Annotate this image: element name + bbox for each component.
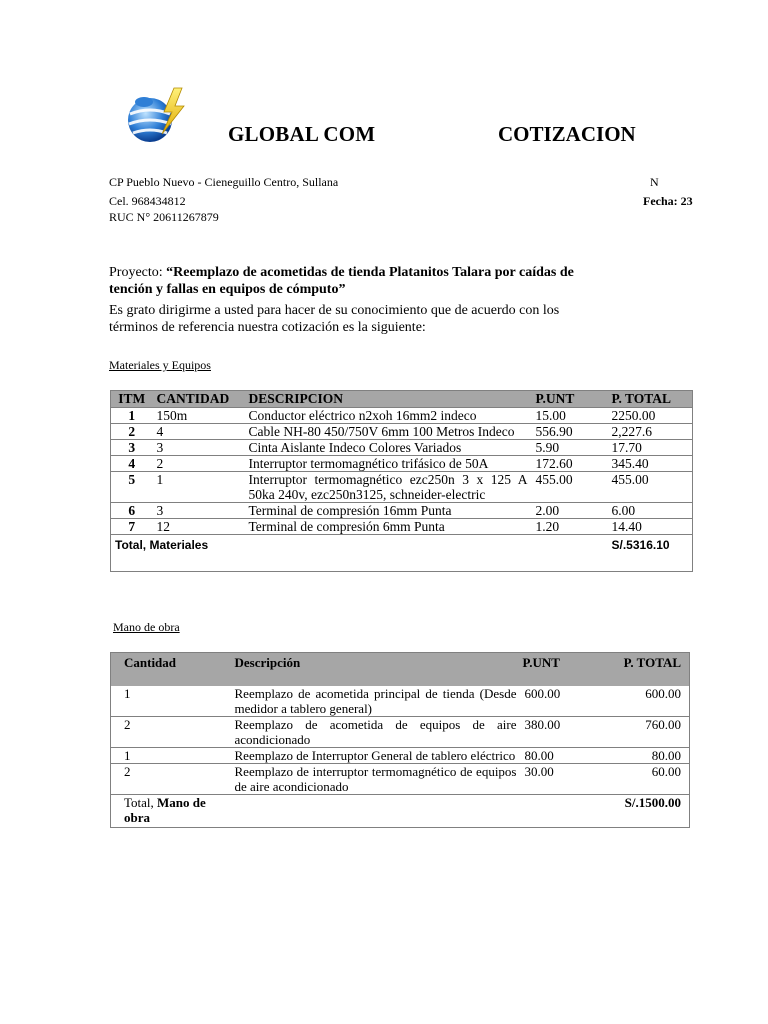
table-row (111, 503, 693, 519)
row-qty: 1 (153, 472, 245, 503)
row-itm: 4 (111, 456, 153, 472)
row-total: 60.00 (599, 764, 690, 795)
row-desc: Cinta Aislante Indeco Colores Variados (245, 440, 532, 456)
row-desc: Reemplazo de acometida de equipos de aire acondicionado (222, 717, 523, 748)
table-row (111, 717, 690, 748)
row-qty: 2 (153, 456, 245, 472)
row-qty: 12 (153, 519, 245, 535)
table-row (111, 519, 693, 535)
empty-cell (222, 795, 523, 828)
row-unit: 5.90 (532, 440, 608, 456)
row-total: 17.70 (608, 440, 693, 456)
row-unit: 30.00 (523, 764, 599, 795)
row-unit: 15.00 (532, 408, 608, 424)
labor-total-row (111, 795, 690, 828)
row-unit: 600.00 (523, 686, 599, 717)
document-type: COTIZACION (498, 122, 636, 146)
labor-total-value: S/.1500.00 (624, 795, 681, 810)
row-itm: 1 (111, 408, 153, 424)
materials-section-title: Materiales y Equipos (109, 358, 211, 372)
row-unit: 1.20 (532, 519, 608, 535)
row-qty: 150m (153, 408, 245, 424)
header-ptotal: P. TOTAL (599, 653, 690, 687)
table-row (111, 472, 693, 503)
row-desc: Reemplazo de Interruptor General de tablero eléctrico (222, 748, 523, 764)
row-total: 455.00 (608, 472, 693, 503)
labor-table (110, 652, 690, 828)
row-itm: 6 (111, 503, 153, 519)
row-unit: 172.60 (532, 456, 608, 472)
row-itm: 5 (111, 472, 153, 503)
row-qty: 2 (111, 717, 222, 748)
quote-number-label: N (650, 175, 659, 189)
header-ptotal: P. TOTAL (608, 391, 693, 408)
row-qty: 3 (153, 440, 245, 456)
row-total: 14.40 (608, 519, 693, 535)
materials-total-value: S/.5316.10 (611, 538, 670, 552)
company-logo (124, 84, 190, 150)
row-qty: 4 (153, 424, 245, 440)
row-desc: Terminal de compresión 6mm Punta (245, 519, 532, 535)
intro-text: Es grato dirigirme a usted para hacer de su conocimiento que de acuerdo con los términos de referencia nuestra cotización es la siguiente: (109, 303, 560, 335)
company-ruc: RUC N° 20611267879 (109, 210, 219, 224)
row-desc: Cable NH-80 450/750V 6mm 100 Metros Indeco (245, 424, 532, 440)
materials-total-label: Total, Materiales (115, 538, 209, 552)
row-desc: Interruptor termomagnético ezc250n 3 x 125 A 50ka 240v, ezc250n3125, schneider-electric (245, 472, 532, 503)
row-unit: 380.00 (523, 717, 599, 748)
row-itm: 7 (111, 519, 153, 535)
header-punt: P.UNT (523, 653, 599, 687)
row-qty: 3 (153, 503, 245, 519)
row-total: 80.00 (599, 748, 690, 764)
row-desc: Reemplazo de interruptor termomagnético de equipos de aire acondicionado (222, 764, 523, 795)
row-total: 345.40 (608, 456, 693, 472)
labor-section-title: Mano de obra (113, 620, 180, 634)
row-qty: 1 (111, 686, 222, 717)
row-total: 760.00 (599, 717, 690, 748)
labor-total-prefix: Total, (124, 795, 158, 810)
header-punt: P.UNT (532, 391, 608, 408)
table-row (111, 686, 690, 717)
table-row (111, 456, 693, 472)
row-total: 600.00 (599, 686, 690, 717)
materials-total-row (111, 535, 693, 572)
materials-table (110, 390, 693, 572)
quote-date: Fecha: 23 (643, 194, 693, 208)
row-desc: Conductor eléctrico n2xoh 16mm2 indeco (245, 408, 532, 424)
project-line (109, 264, 589, 298)
header-cantidad: Cantidad (111, 653, 222, 687)
row-desc: Reemplazo de acometida principal de tienda (Desde medidor a tablero general) (222, 686, 523, 717)
labor-total-bold: Mano de obra (124, 795, 206, 825)
table-row (111, 748, 690, 764)
row-unit: 2.00 (532, 503, 608, 519)
row-desc: Terminal de compresión 16mm Punta (245, 503, 532, 519)
row-qty: 2 (111, 764, 222, 795)
company-phone: Cel. 968434812 (109, 194, 186, 208)
labor-header-row (111, 653, 690, 687)
row-unit: 80.00 (523, 748, 599, 764)
row-desc: Interruptor termomagnético trifásico de 50A (245, 456, 532, 472)
company-name: GLOBAL COM (228, 122, 376, 146)
table-row (111, 424, 693, 440)
project-title: “Reemplazo de acometidas de tienda Platanitos Talara por caídas de tención y fallas en equipos de cómputo” (109, 265, 574, 297)
header-cantidad: CANTIDAD (153, 391, 245, 408)
row-total: 2250.00 (608, 408, 693, 424)
labor-total-label (111, 795, 222, 828)
table-row (111, 440, 693, 456)
empty-cell (523, 795, 599, 828)
row-unit: 455.00 (532, 472, 608, 503)
table-row (111, 764, 690, 795)
row-unit: 556.90 (532, 424, 608, 440)
row-itm: 3 (111, 440, 153, 456)
header-itm: ITM (111, 391, 153, 408)
row-itm: 2 (111, 424, 153, 440)
row-total: 2,227.6 (608, 424, 693, 440)
company-address: CP Pueblo Nuevo - Cieneguillo Centro, Sullana (109, 175, 339, 189)
row-qty: 1 (111, 748, 222, 764)
table-row (111, 408, 693, 424)
header-descripcion: Descripción (222, 653, 523, 687)
materials-header-row (111, 391, 693, 408)
header-descripcion: DESCRIPCION (245, 391, 532, 408)
row-total: 6.00 (608, 503, 693, 519)
project-label: Proyecto: (109, 265, 167, 280)
